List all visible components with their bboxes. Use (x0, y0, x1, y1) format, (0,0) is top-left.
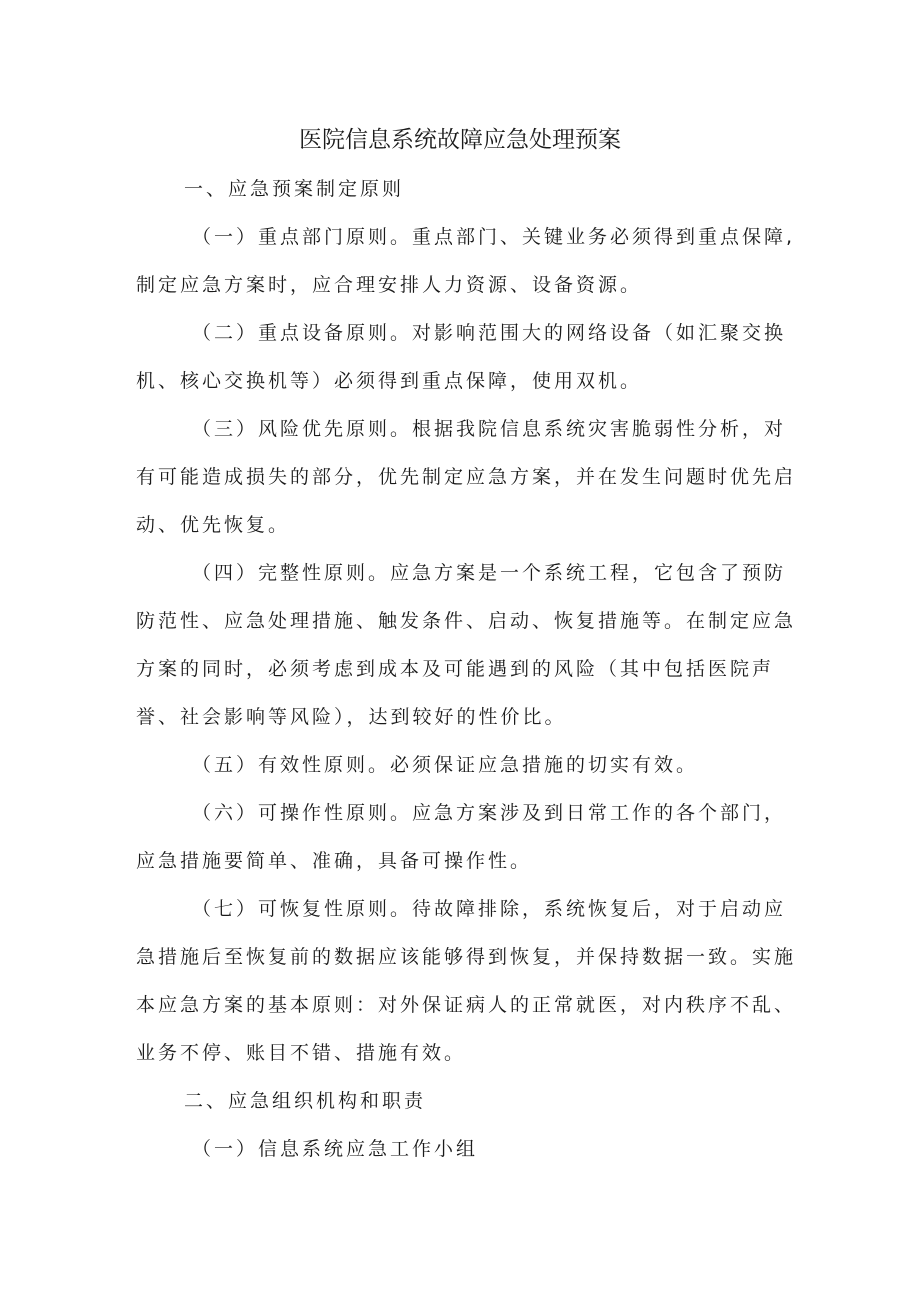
paragraph: （七）可恢复性原则。待故障排除，系统恢复后，对于启动应急措施后至恢复前的数据应该能够得到恢复，并保持数据一致。实施本应急方案的基本原则：对外保证病人的正常就医，对内秩序不乱、业务不停、账目不错、措施有效。 (136, 898, 797, 1064)
paragraph: （四）完整性原则。应急方案是一个系统工程，它包含了预防防范性、应急处理措施、触发条件、启动、恢复措施等。在制定应急方案的同时，必须考虑到成本及可能遇到的风险（其中包括医院声誉、社会影响等风险），达到较好的性价比。 (136, 562, 797, 728)
paragraph: （六）可操作性原则。应急方案涉及到日常工作的各个部门，应急措施要简单、准确，具备可操作性。 (136, 802, 787, 872)
paragraph: （一）重点部门原则。重点部门、关键业务必须得到重点保障,制定应急方案时，应合理安排人力资源、设备资源。 (136, 226, 796, 296)
paragraph: （一）信息系统应急工作小组 (192, 1138, 479, 1160)
document-title: 医院信息系统故障应急处理预案 (299, 127, 621, 153)
document-body (136, 165, 801, 1173)
paragraph: （三）风险优先原则。根据我院信息系统灾害脆弱性分析，对有可能造成损失的部分，优先制定应急方案，并在发生问题时优先启动、优先恢复。 (136, 418, 797, 536)
paragraph: （五）有效性原则。必须保证应急措施的切实有效。 (192, 754, 699, 776)
section-heading: 一、应急预案制定原则 (184, 178, 405, 200)
paragraph: （二）重点设备原则。对影响范围大的网络设备（如汇聚交换机、核心交换机等）必须得到重点保障，使用双机。 (136, 322, 787, 392)
section-heading: 二、应急组织机构和职责 (184, 1090, 427, 1112)
